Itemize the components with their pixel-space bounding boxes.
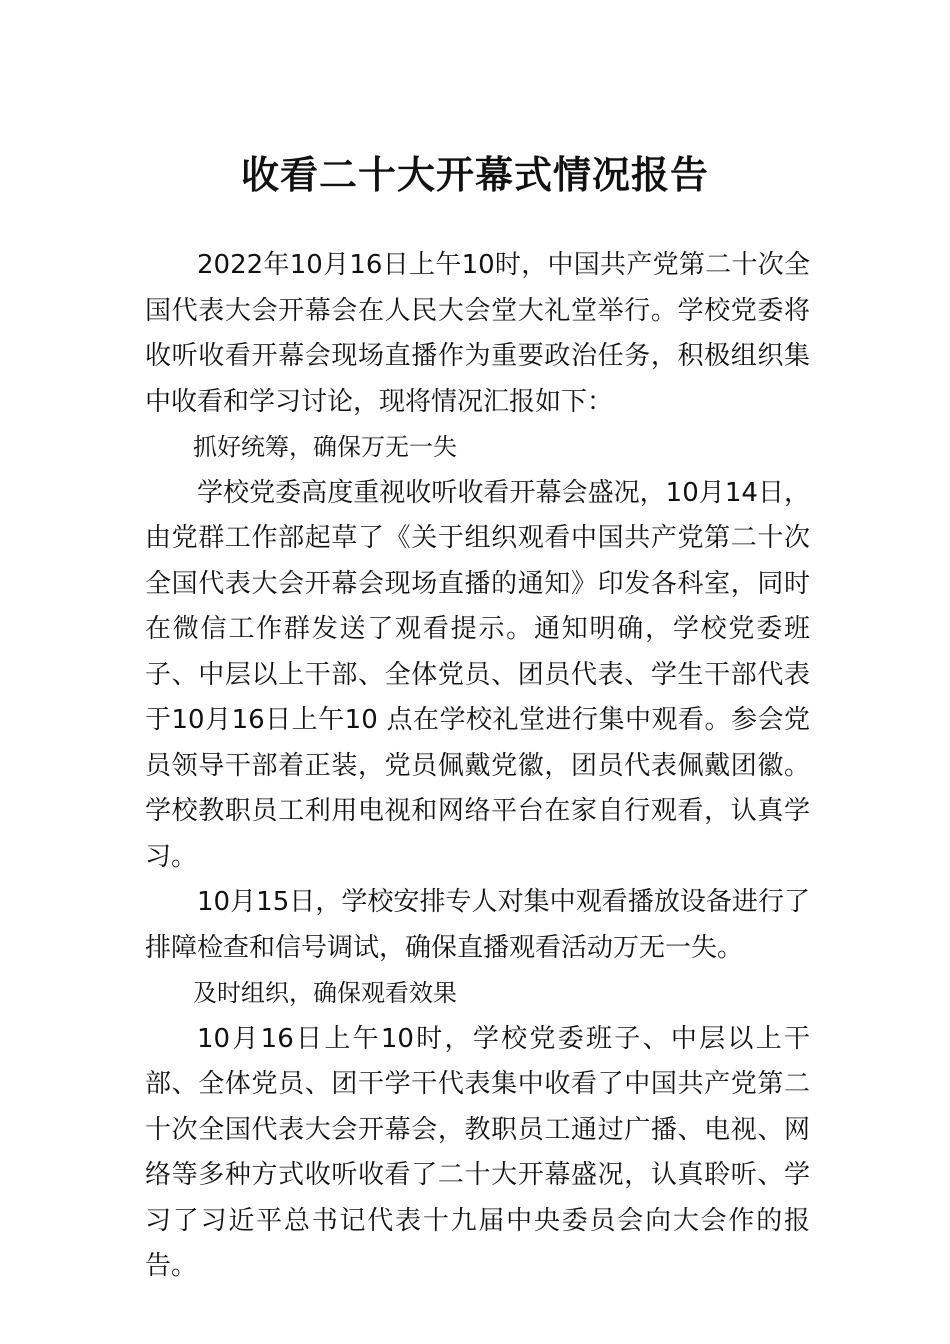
- paragraph-equipment-check: 10月15日，学校安排专人对集中观看播放设备进行了排障检查和信号调试，确保直播观看活动万无一失。: [145, 887, 810, 963]
- paragraph-viewing: 10月16日上午10时，学校党委班子、中层以上干部、全体党员、团干学干代表集中收看了中国共产党第二十次全国代表大会开幕会，教职员工通过广播、电视、网络等多种方式收听收看了二十大开幕盛况，认真聆听、学习了习近平总书记代表十九届中央委员会向大会作的报告。: [145, 1023, 810, 1281]
- paragraph-intro: 2022年10月16日上午10时，中国共产党第二十次全国代表大会开幕会在人民大会堂大礼堂举行。学校党委将收听收看开幕会现场直播作为重要政治任务，积极组织集中收看和学习讨论，现将情况汇报如下：: [145, 250, 810, 417]
- document-title: 收看二十大开幕式情况报告: [240, 152, 709, 197]
- section-heading-organization: 及时组织，确保观看效果: [193, 979, 457, 1007]
- document-body: [145, 243, 810, 1290]
- section-heading-coordination: 抓好统筹，确保万无一失: [193, 433, 457, 461]
- paragraph-notice: 学校党委高度重视收听收看开幕会盛况，10月14日，由党群工作部起草了《关于组织观看中国共产党第二十次全国代表大会开幕会现场直播的通知》印发各科室，同时在微信工作群发送了观看提示。通知明确，学校党委班子、中层以上干部、全体党员、团员代表、学生干部代表于10月16日上午10 点在学校礼堂进行集中观看。参会党员领导干部着正装，党员佩戴党徽，团员代表佩戴团徽。学校教职员工利用电视和网络平台在家自行观看，认真学习。: [145, 477, 810, 872]
